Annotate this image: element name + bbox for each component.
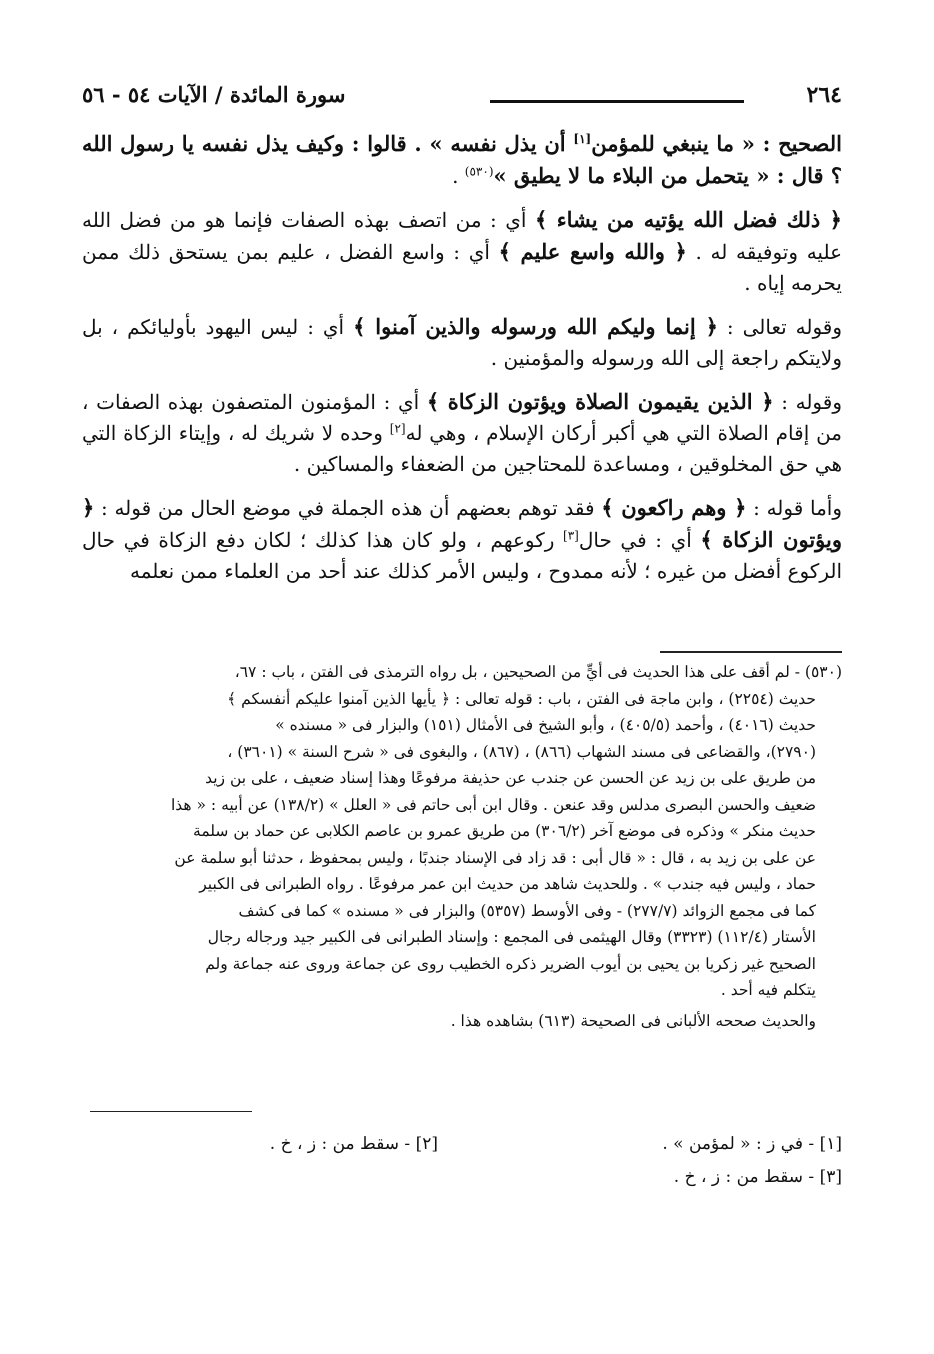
- footnote-ref-2[interactable]: [٢]: [389, 421, 406, 436]
- tafsir-text: أي : في حال: [578, 528, 701, 552]
- verse-quote: ﴿ ذلك فضل الله يؤتيه من يشاء ﴾: [534, 207, 842, 232]
- note-line: يتكلم فيه أحد .: [720, 981, 816, 999]
- hadith-notes: [120, 659, 842, 1034]
- tafsir-text: أي : من اتصف بهذه الصفات فإنما هو من فضل الله عليه وتوفيقه له .: [82, 208, 843, 264]
- verse-quote: ﴿ وهم راكعون ﴾: [601, 495, 747, 520]
- tafsir-text: فقد توهم بعضهم أن هذه الجملة في موضع الحال من قوله :: [94, 496, 602, 520]
- note-conclusion: والحديث صححه الألبانى فى الصحيحة (٦١٣) بشاهده هذا .: [450, 1011, 816, 1030]
- tafsir-text: أي : المؤمنون المتصفون بهذه الصفات ، من إقام الصلاة التي هي أكبر أركان الإسلام ، وهي له: [82, 390, 843, 445]
- verse-quote: ﴿ إنما وليكم الله ورسوله والذين آمنوا ﴾: [353, 314, 718, 339]
- footnote-row: [82, 1161, 842, 1194]
- note-line: حديث (٤٠١٦) ، وأحمد (٤٠٥/٥) ، وأبو الشيخ فى الأمثال (١٥١) والبزار فى « مسنده »: [275, 716, 816, 734]
- note-line: حديث (٢٢٥٤) ، وابن ماجة فى الفتن ، باب : قوله تعالى : ﴿ يأيها الذين آمنوا عليكم أنفسكم ﴾: [227, 689, 816, 708]
- page-number: ٢٦٤: [806, 82, 842, 108]
- note-line: (٥٣٠) - لم أقف على هذا الحديث فى أيٍّ من الصحيحين ، بل رواه الترمذى فى الفتن ، باب : ٦٧،: [234, 663, 842, 681]
- note-line: حماد ، وليس فيه جندب » . وللحديث شاهد من حديث ابن عمر مرفوعًا . رواه الطبرانى فى الكبير: [199, 875, 816, 893]
- footnote-ref-1[interactable]: [١]: [573, 132, 592, 146]
- verse-quote: ﴿ ويؤتون الزكاة ﴾: [82, 495, 842, 552]
- footnote-2: [٢] - سقط من : ز ، خ .: [269, 1134, 438, 1154]
- footnote-rule: [90, 1111, 252, 1112]
- note-line: الأستار (١١٢/٤) (٣٣٢٣) وقال الهيثمى فى المجمع : وإسناد الطبرانى فى الكبير جيد ورجاله رجال: [207, 928, 816, 946]
- paragraph-1: الصحيح : « ما ينبغي للمؤمن[١] أن يذل نفسه » . قالوا : وكيف يذل نفسه يا رسول الله ؟ قال : « يتحمل من البلاء ما لا يطيق »$^{(٥٣٠)}$ .: [82, 131, 842, 188]
- paragraph-2: [82, 204, 842, 299]
- hadith-quote: الصحيح : « ما ينبغي للمؤمن[١] أن يذل نفسه » . قالوا : وكيف يذل نفسه يا رسول الله ؟ قال : « يتحمل من البلاء ما لا يطيق »: [82, 131, 842, 188]
- paragraph-3: وقوله تعالى : ﴿ إنما وليكم الله ورسوله والذين آمنوا ﴾ أي : ليس اليهود بأوليائكم ، بل ولايتكم راجعة إلى الله ورسوله والمؤمنين .: [82, 314, 842, 370]
- footnotes: [82, 1128, 842, 1194]
- verse-quote: ﴿ والله واسع عليم ﴾: [498, 239, 687, 264]
- main-text: [82, 128, 842, 599]
- page-header: [82, 82, 842, 112]
- note-line: حديث منكر » وذكره فى موضع آخر (٣٠٦/٢) من طريق عمرو بن عاصم الكلابى عن حماد بن سلمة: [193, 822, 816, 840]
- verse-quote: ﴿ الذين يقيمون الصلاة ويؤتون الزكاة ﴾: [426, 389, 774, 414]
- surah-title: سورة المائدة / الآيات ٥٤ - ٥٦: [82, 82, 346, 107]
- note-line: (٢٧٩٠)، والقضاعى فى مسند الشهاب (٨٦٦) ، (٨٦٧) ، والبغوى فى « شرح السنة » (٣٦٠١) ،: [227, 742, 816, 761]
- tafsir-text: أي : واسع الفضل ، عليم بمن يستحق ذلك ممن يحرمه إياه .: [82, 240, 842, 295]
- paragraph-4: وقوله : ﴿ الذين يقيمون الصلاة ويؤتون الزكاة ﴾ أي : المؤمنون المتصفون بهذه الصفات ، من إقام الصلاة التي هي أكبر أركان الإسلام ، وهي له[٢] وحده لا شريك له ، وإيتاء الزكاة التي هي حق المخلوقين ، ومساعدة للمحتاجين من الضعفاء والمساكين .: [82, 389, 843, 476]
- footnote-3: [٣] - سقط من : ز ، خ .: [673, 1167, 842, 1187]
- tafsir-text: أي : ليس اليهود بأوليائكم ، بل ولايتكم راجعة إلى الله ورسوله والمؤمنين .: [82, 315, 842, 370]
- note-line: ضعيف والحسن البصرى مدلس وقد عنعن . وقال ابن أبى حاتم فى « العلل » (١٣٨/٢) عن أبيه : « هذا: [170, 795, 816, 814]
- note-line: من طريق على بن زيد عن الحسن عن جندب عن حذيفة مرفوعًا وهذا إسناد ضعيف ، على بن زيد: [205, 769, 816, 787]
- notes-divider: [660, 651, 842, 653]
- note-line: الصحيح غير زكريا بن يحيى بن أيوب الضرير ذكره الخطيب روى عن جماعة وروى عنه جماعة ولم: [205, 954, 816, 973]
- note-line: عن على بن زيد به ، قال : « قال أبى : قد زاد فى الإسناد جندبًا ، وليس بمحفوظ ، حدثنا أبو سلمة عن: [174, 848, 816, 867]
- header-rule: [490, 100, 744, 103]
- footnote-1: [١] - في ز : « لمؤمن » .: [662, 1134, 842, 1154]
- footnote-row: [82, 1128, 842, 1161]
- paragraph-5: وأما قوله : ﴿ وهم راكعون ﴾ فقد توهم بعضهم أن هذه الجملة في موضع الحال من قوله : ﴿ ويؤتون الزكاة ﴾ أي : في حال[٣] ركوعهم ، ولو كان هذا كذلك ؛ لكان دفع الزكاة في حال الركوع أفضل من غيره ؛ لأنه ممدوح ، وليس الأمر كذلك عند أحد من العلماء ممن نعلمه: [82, 495, 843, 583]
- note-line: كما فى مجمع الزوائد (٢٧٧/٧) - وفى الأوسط (٥٣٥٧) والبزار فى « مسنده » كما فى كشف: [238, 901, 816, 920]
- note-ref-530[interactable]: (٥٣٠): [464, 164, 494, 179]
- footnote-ref-3[interactable]: [٣]: [563, 528, 579, 543]
